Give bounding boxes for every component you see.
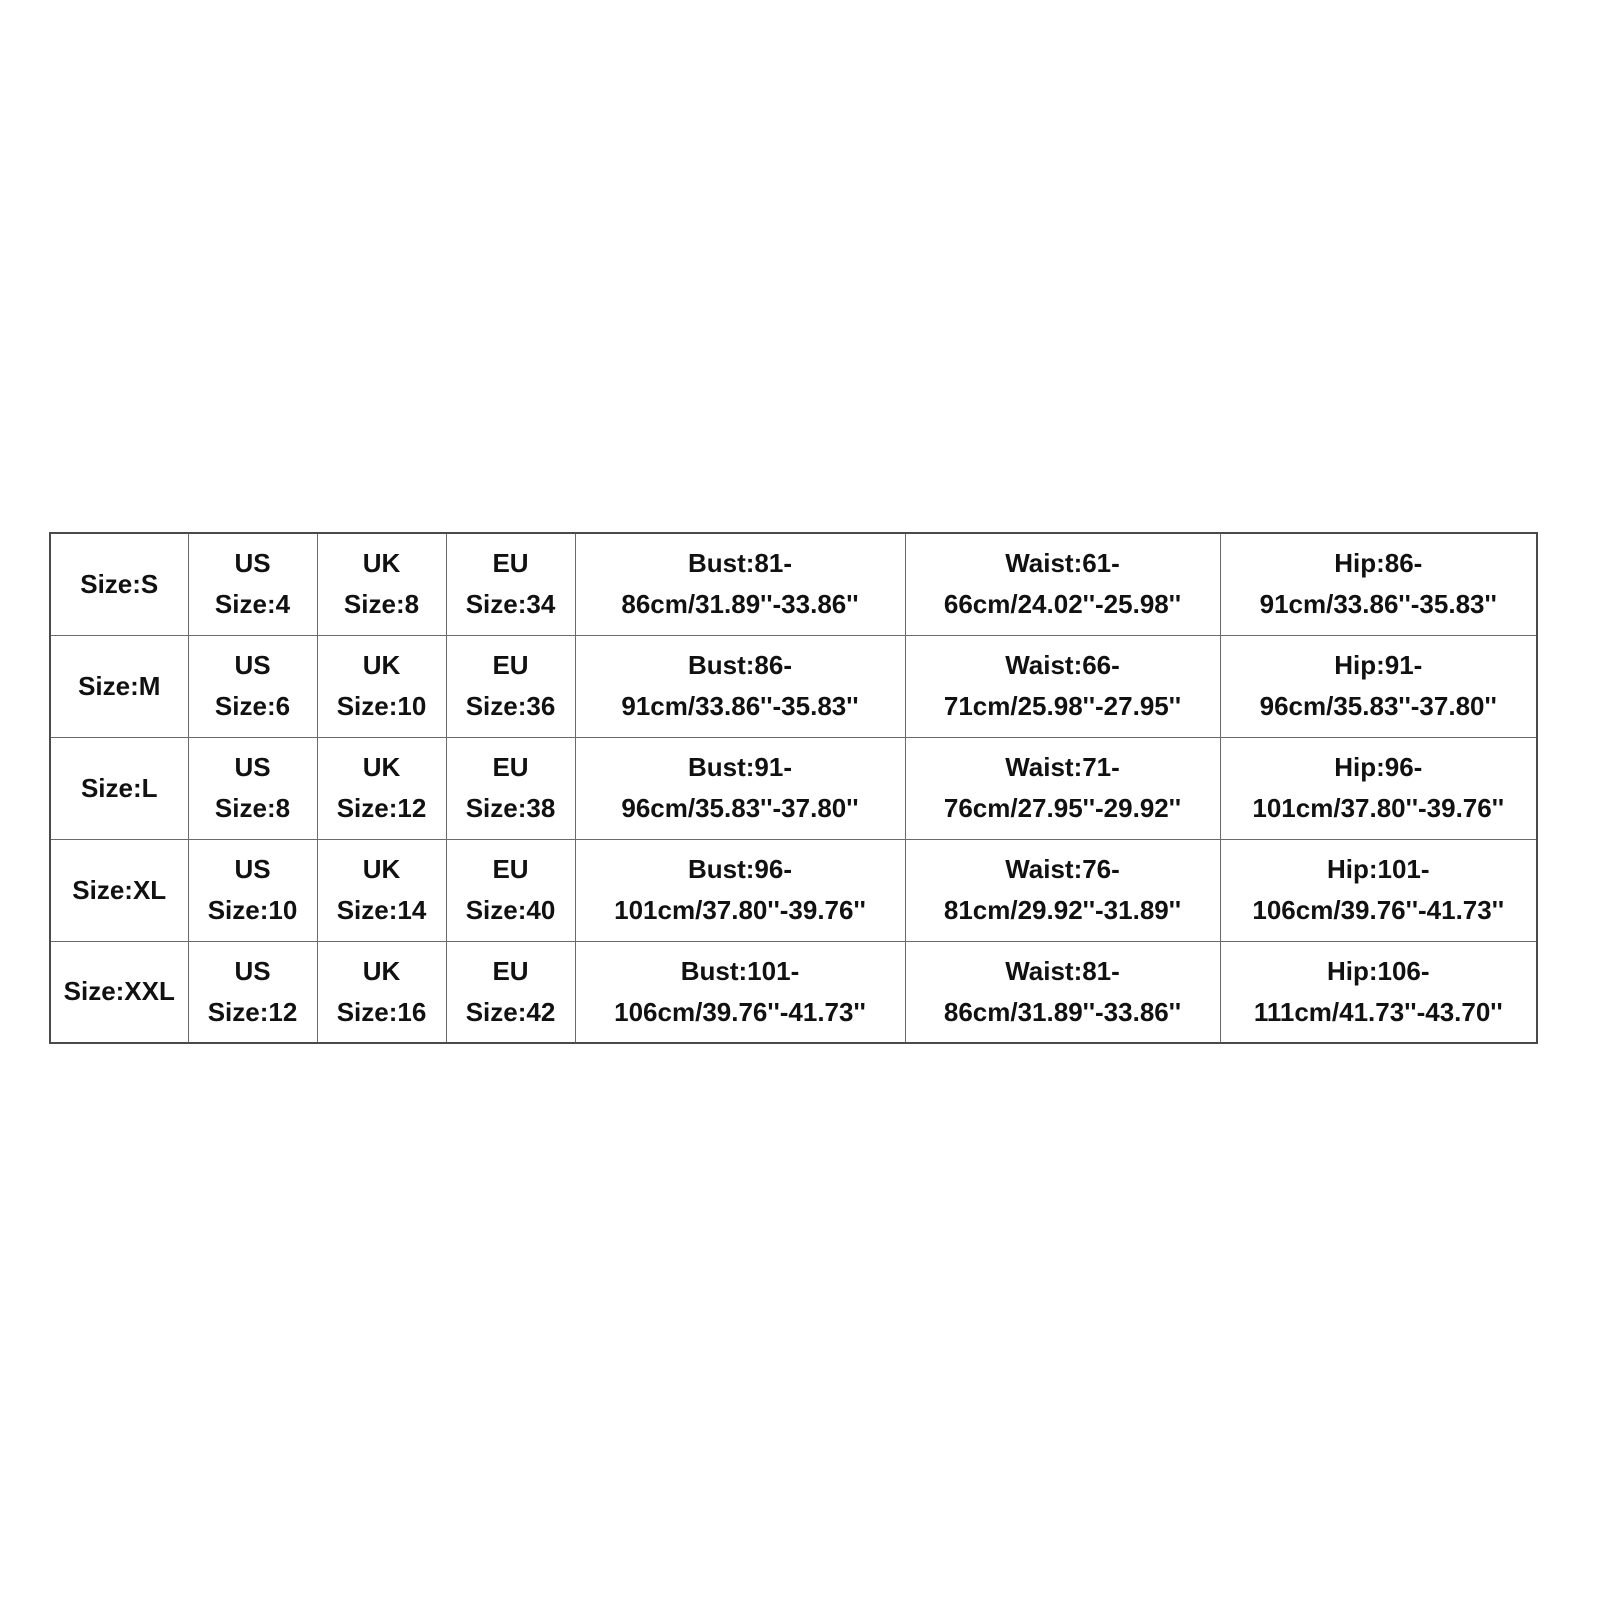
us-label: US [234,548,271,579]
waist-line-1: Waist:76- [1005,854,1120,884]
eu-size-value: Size:34 [465,589,556,620]
hip-line-1: Hip:91- [1334,650,1423,680]
waist-line-1: Waist:71- [1005,752,1120,782]
waist-line-1: Waist:61- [1005,548,1120,579]
uk-size-cell [317,635,446,737]
us-size-cell [188,839,317,941]
eu-label: EU [492,752,529,782]
us-size-cell [188,941,317,1043]
hip-line-2: 96cm/35.83''-37.80'' [1259,691,1497,721]
size-label-cell [50,533,188,635]
size-label: Size:XL [72,874,167,905]
us-size-value: Size:8 [214,793,291,823]
size-label: Size:XXL [63,976,175,1007]
size-label: Size:L [80,772,158,803]
us-label: US [234,752,271,782]
us-label: US [234,854,271,884]
hip-line-1: Hip:106- [1326,955,1430,986]
eu-label: EU [492,650,529,680]
waist-cell [905,533,1220,635]
us-size-cell [188,737,317,839]
size-label-cell [50,635,188,737]
waist-cell [905,737,1220,839]
eu-size-cell [446,941,575,1043]
hip-cell [1220,839,1537,941]
hip-line-1: Hip:101- [1326,854,1430,884]
waist-line-1: Waist:81- [1005,955,1120,986]
eu-label: EU [492,955,529,986]
uk-label: UK [362,955,401,986]
waist-cell [905,839,1220,941]
eu-label: EU [492,548,529,579]
size-row-l [50,737,1537,839]
eu-size-cell [446,533,575,635]
us-label: US [234,650,271,680]
uk-label: UK [362,854,401,884]
hip-line-2: 91cm/33.86''-35.83'' [1259,589,1497,620]
waist-line-2: 81cm/29.92''-31.89'' [943,895,1182,925]
us-size-value: Size:12 [207,996,298,1027]
bust-line-1: Bust:91- [687,752,792,782]
eu-size-value: Size:38 [465,793,556,823]
eu-size-cell [446,839,575,941]
waist-line-2: 66cm/24.02''-25.98'' [943,589,1182,620]
hip-line-2: 106cm/39.76''-41.73'' [1252,895,1505,925]
uk-size-value: Size:16 [336,996,427,1027]
size-row-xl [50,839,1537,941]
eu-label: EU [492,854,529,884]
eu-size-value: Size:40 [465,895,556,925]
waist-line-2: 86cm/31.89''-33.86'' [943,996,1182,1027]
bust-line-2: 106cm/39.76''-41.73'' [614,996,866,1027]
hip-cell [1220,737,1537,839]
hip-cell [1220,533,1537,635]
eu-size-value: Size:42 [465,996,556,1027]
waist-cell [905,635,1220,737]
bust-line-1: Bust:86- [687,650,792,680]
bust-cell [575,533,905,635]
bust-line-2: 91cm/33.86''-35.83'' [621,691,859,721]
bust-cell [575,839,905,941]
size-label-cell [50,737,188,839]
bust-cell [575,941,905,1043]
uk-size-value: Size:14 [336,895,427,925]
size-chart-table [49,532,1538,1044]
uk-size-cell [317,533,446,635]
uk-size-cell [317,737,446,839]
eu-size-value: Size:36 [465,691,556,721]
eu-size-cell [446,635,575,737]
uk-size-cell [317,941,446,1043]
uk-size-cell [317,839,446,941]
us-size-value: Size:6 [214,691,291,721]
size-row-m [50,635,1537,737]
bust-cell [575,737,905,839]
hip-line-2: 101cm/37.80''-39.76'' [1252,793,1505,823]
size-label: Size:M [78,670,161,701]
uk-size-value: Size:12 [336,793,427,823]
bust-line-1: Bust:81- [687,548,792,579]
size-row-xxl [50,941,1537,1043]
hip-cell [1220,941,1537,1043]
us-size-value: Size:10 [207,895,298,925]
bust-line-2: 96cm/35.83''-37.80'' [621,793,859,823]
uk-label: UK [362,548,401,579]
bust-line-2: 101cm/37.80''-39.76'' [614,895,866,925]
us-size-cell [188,533,317,635]
uk-label: UK [362,752,401,782]
hip-cell [1220,635,1537,737]
uk-size-value: Size:10 [336,691,427,721]
size-label: Size:S [80,568,159,599]
size-label-cell [50,839,188,941]
waist-line-2: 76cm/27.95''-29.92'' [943,793,1182,823]
waist-cell [905,941,1220,1043]
bust-line-1: Bust:96- [687,854,792,884]
eu-size-cell [446,737,575,839]
us-size-value: Size:4 [214,589,291,620]
waist-line-1: Waist:66- [1005,650,1120,680]
hip-line-1: Hip:86- [1334,548,1423,579]
us-size-cell [188,635,317,737]
uk-size-value: Size:8 [343,589,420,620]
hip-line-1: Hip:96- [1334,752,1423,782]
size-row-s [50,533,1537,635]
bust-line-1: Bust:101- [680,955,800,986]
us-label: US [234,955,271,986]
bust-line-2: 86cm/31.89''-33.86'' [621,589,859,620]
size-label-cell [50,941,188,1043]
waist-line-2: 71cm/25.98''-27.95'' [943,691,1182,721]
bust-cell [575,635,905,737]
hip-line-2: 111cm/41.73''-43.70'' [1253,996,1503,1027]
uk-label: UK [362,650,401,680]
